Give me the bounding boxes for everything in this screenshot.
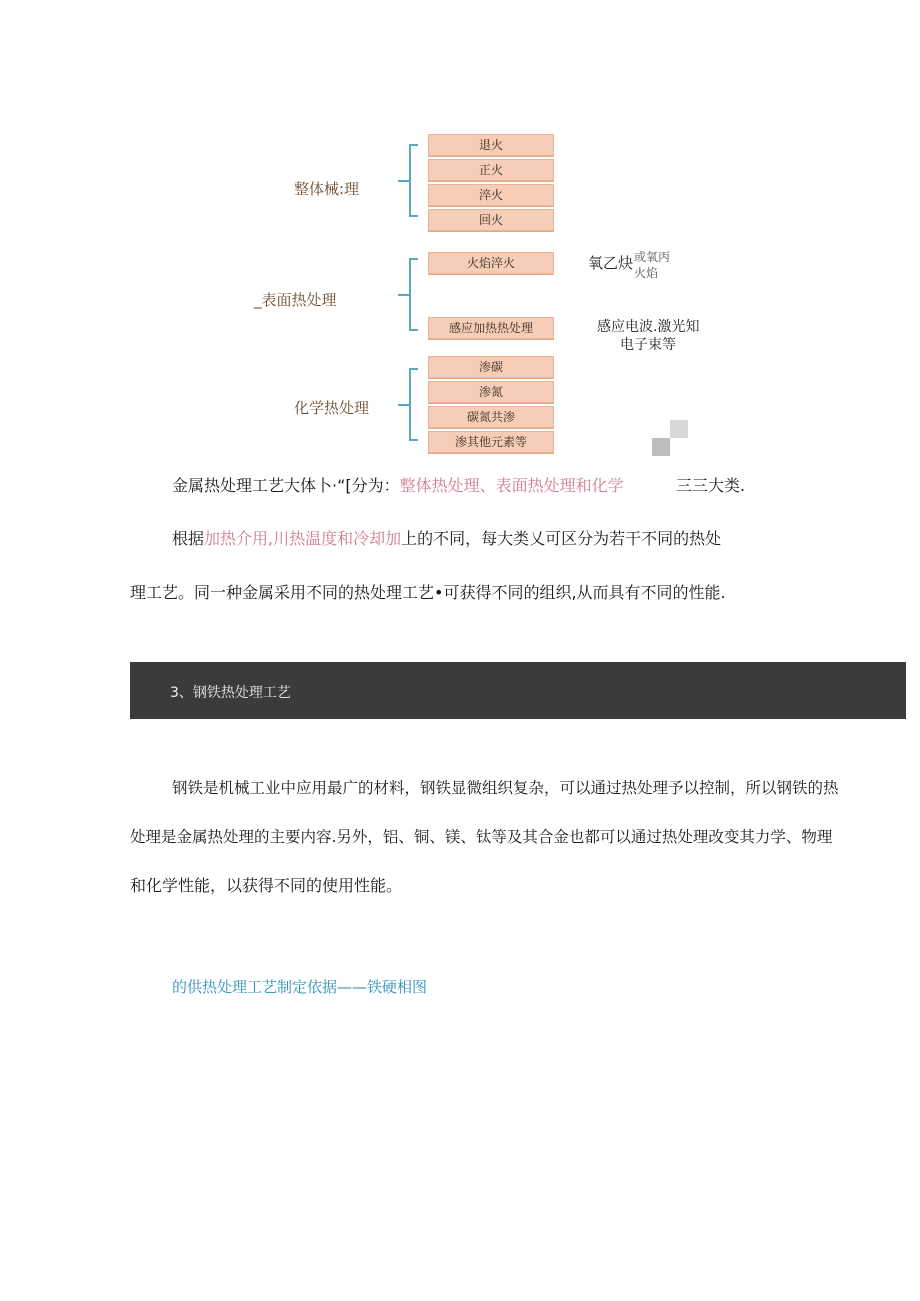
note-induction-1: 感应电波.激光知: [597, 319, 700, 335]
para2-lead: 根据: [172, 529, 205, 548]
para1-highlight: 整体热处理、表面热处理和化学: [399, 476, 624, 495]
brace-overall: [396, 144, 420, 218]
box-flame-quenching: 火焰淬火: [428, 252, 554, 274]
box-nitriding: 渗氮: [428, 381, 554, 403]
paragraph-steel-line3: 和化学性能，以获得不同的使用性能。: [130, 876, 403, 895]
para2-highlight: 加热介用,川热温度和冷却加: [204, 529, 402, 548]
section-title: 3、钢铁热处理工艺: [170, 685, 291, 701]
box-quenching: 淬火: [428, 184, 554, 206]
box-normalizing: 正火: [428, 159, 554, 181]
note-oxyacetylene: 氧乙炔: [588, 254, 634, 272]
paragraph-categories: [172, 473, 624, 496]
phase-diagram-link[interactable]: 的供热处理工艺制定依据——铁硬相图: [172, 978, 428, 996]
paragraph-basis-line2: 理工艺。同一种金属采用不同的热处理工艺•可获得不同的组织,从而具有不同的性能.: [130, 583, 726, 602]
group-label-chemical: 化学热处理: [294, 399, 370, 417]
paragraph-basis-line1: [172, 526, 721, 549]
group-label-overall: 整体械:理: [294, 180, 360, 198]
paragraph-steel-line1: 钢铁是机械工业中应用最广的材料，钢铁显微组织复杂，可以通过热处理予以控制，所以钢铁的热: [172, 779, 839, 797]
box-tempering: 回火: [428, 209, 554, 231]
group-label-surface: _表面热处理: [254, 291, 337, 309]
paragraph-steel-line2: 处理是金属热处理的主要内容.另外，铝、铜、镁、钛等及其合金也都可以通过热处理改变其力学、物理: [130, 828, 833, 846]
box-induction-heating: 感应加热热处理: [428, 317, 554, 339]
brace-surface: [396, 258, 420, 332]
box-annealing: 退火: [428, 134, 554, 156]
note-oxypropane: 或氧丙: [634, 250, 671, 264]
box-carbonitriding: 碳氮共渗: [428, 406, 554, 428]
para2-tail: 上的不同，每大类乂可区分为若干不同的热处: [401, 529, 722, 548]
box-carburizing: 渗碳: [428, 356, 554, 378]
box-other-elements: 渗其他元素等: [428, 431, 554, 453]
note-flame: 火焰: [634, 266, 659, 280]
brace-chemical: [396, 368, 420, 442]
section-header-banner: [130, 662, 906, 719]
checker-decoration: [650, 418, 690, 458]
para1-lead: 金属热处理工艺大体卜·“[分为：: [172, 476, 400, 495]
note-induction-2: 电子束等: [620, 337, 676, 353]
para1-tail: 三三大类.: [676, 476, 746, 495]
